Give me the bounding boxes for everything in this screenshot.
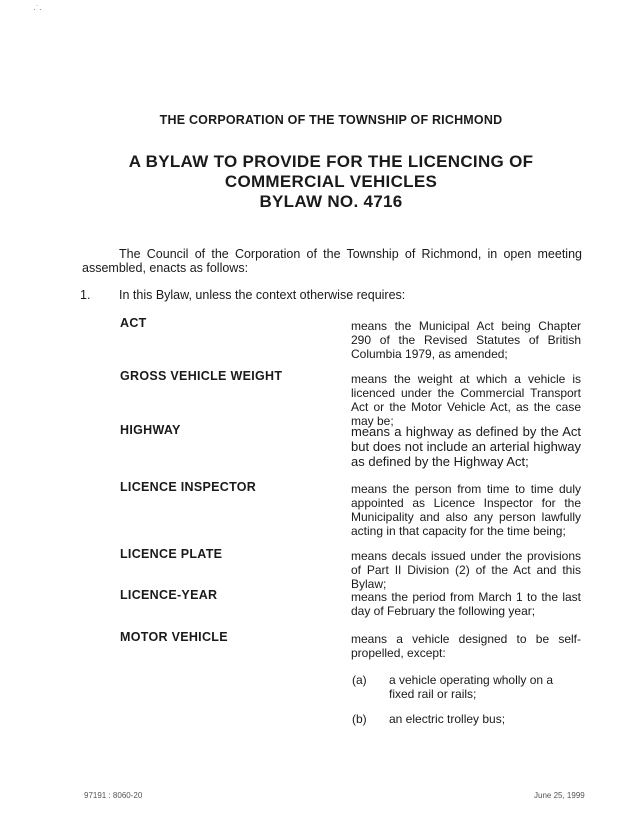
definition-licence-year: means the period from March 1 to the last day of February the following year; bbox=[351, 590, 581, 618]
clause-text: In this Bylaw, unless the context otherwise requires: bbox=[119, 288, 406, 302]
definition-licence-inspector: means the person from time to time duly appointed as Licence Inspector for the Municipality and also any person lawfully acting in that capacity for the time being; bbox=[351, 482, 581, 538]
term-gross-vehicle-weight: GROSS VEHICLE WEIGHT bbox=[120, 369, 283, 383]
title-line-3: BYLAW NO. 4716 bbox=[259, 192, 403, 211]
footer-file-number: 97191 : 8060-20 bbox=[84, 791, 143, 800]
term-highway: HIGHWAY bbox=[120, 423, 181, 437]
corporation-heading: THE CORPORATION OF THE TOWNSHIP OF RICHMOND bbox=[159, 113, 503, 127]
intro-text: The Council of the Corporation of the Township of Richmond, in open meeting assembled, enacts as follows: bbox=[82, 247, 582, 275]
term-licence-inspector: LICENCE INSPECTOR bbox=[120, 480, 257, 494]
exception-label-b: (b) bbox=[352, 712, 367, 726]
title-line-1: A BYLAW TO PROVIDE FOR THE LICENCING OF bbox=[128, 152, 534, 171]
bylaw-title bbox=[0, 152, 640, 212]
title-line-2: COMMERCIAL VEHICLES bbox=[224, 172, 438, 191]
exception-text-a: a vehicle operating wholly on a fixed rail or rails; bbox=[389, 673, 554, 701]
footer-date: June 25, 1999 bbox=[534, 791, 585, 800]
clause-number: 1. bbox=[80, 288, 91, 302]
term-licence-year: LICENCE-YEAR bbox=[120, 588, 218, 602]
scan-mark: ·˙· bbox=[33, 4, 42, 14]
definition-act: means the Municipal Act being Chapter 290 of the Revised Statutes of British Columbia 1979, as amended; bbox=[351, 319, 581, 361]
term-motor-vehicle: MOTOR VEHICLE bbox=[120, 630, 228, 644]
term-licence-plate: LICENCE PLATE bbox=[120, 547, 223, 561]
term-act: ACT bbox=[120, 316, 147, 330]
exception-text-b: an electric trolley bus; bbox=[389, 712, 506, 726]
definition-motor-vehicle: means a vehicle designed to be self-propelled, except: bbox=[351, 632, 581, 660]
definition-gross-vehicle-weight: means the weight at which a vehicle is licenced under the Commercial Transport Act or the Motor Vehicle Act, as the case may be; bbox=[351, 372, 581, 428]
exception-label-a: (a) bbox=[352, 673, 367, 687]
definition-highway: means a highway as defined by the Act but does not include an arterial highway as defined by the Highway Act; bbox=[351, 424, 581, 469]
definition-licence-plate: means decals issued under the provisions of Part II Division (2) of the Act and this Bylaw; bbox=[351, 549, 581, 591]
intro-paragraph bbox=[82, 247, 582, 275]
